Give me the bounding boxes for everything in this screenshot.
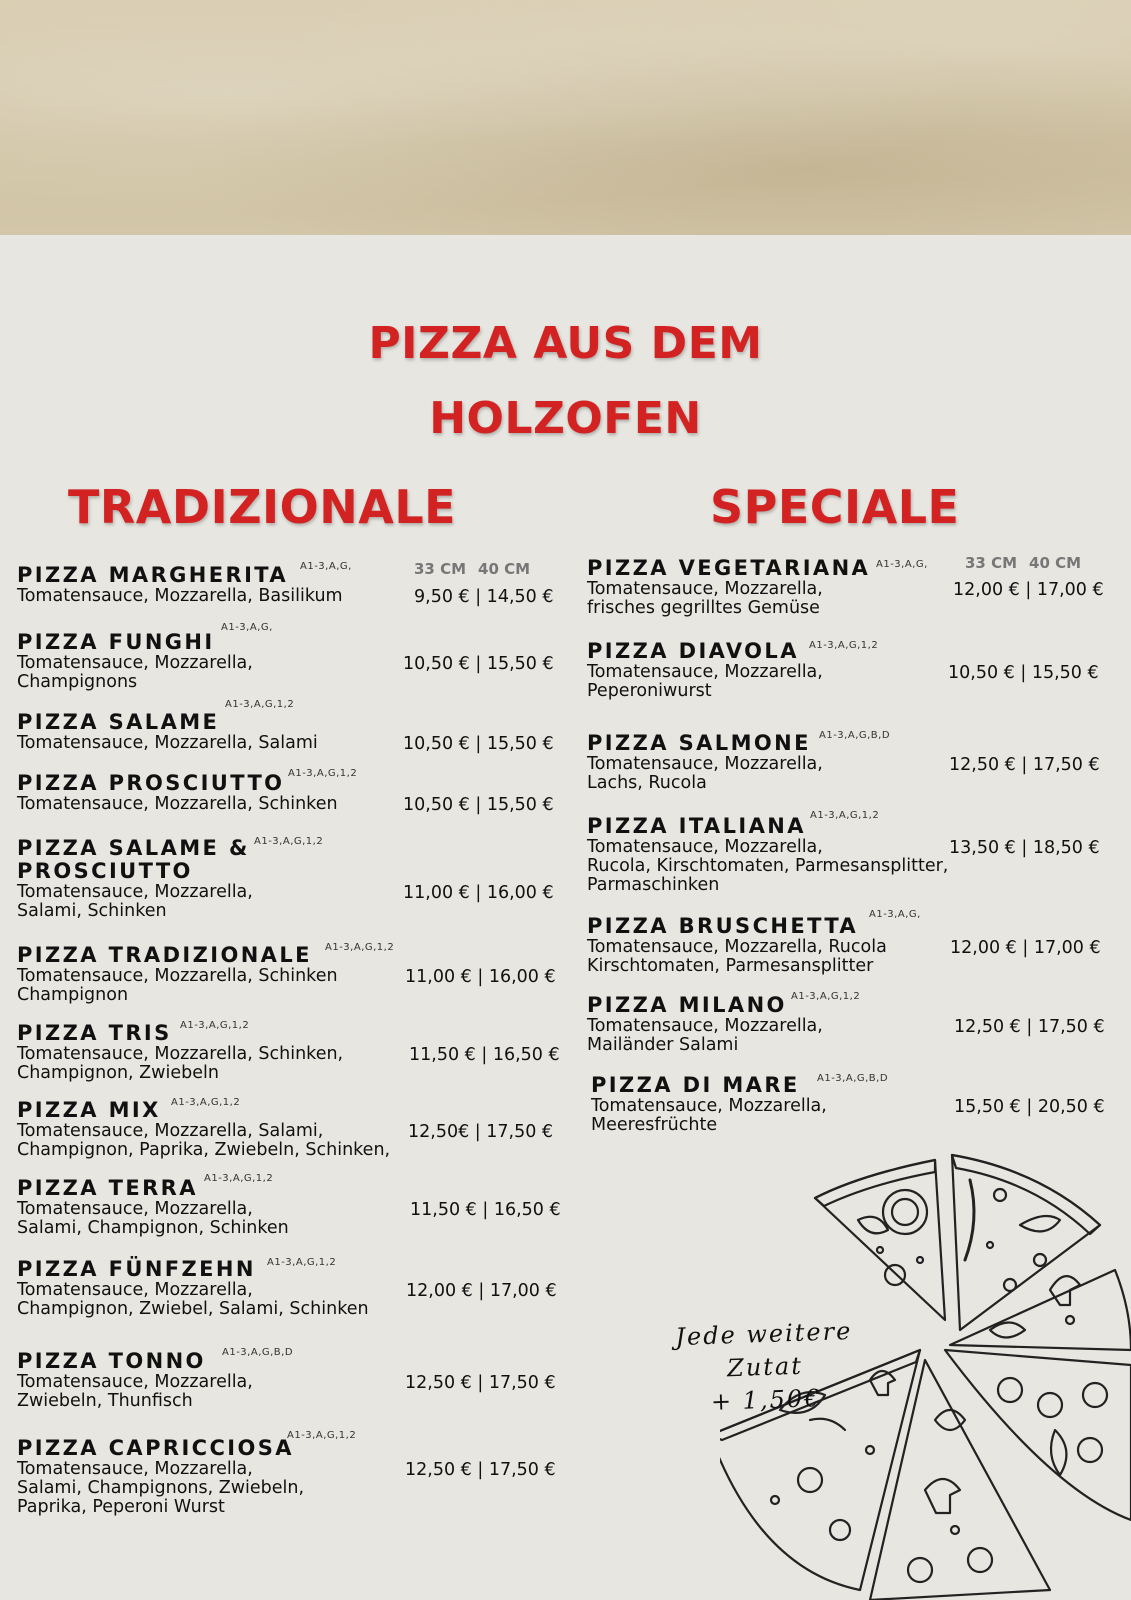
allergen-codes: A1-3,A,G, [876, 559, 928, 570]
item-description-line2: Meeresfrüchte [591, 1115, 718, 1135]
allergen-codes: A1-3,A,G,1,2 [288, 768, 358, 779]
item-description: Tomatensauce, Mozzarella, Schinken [17, 966, 338, 986]
item-description-line2: Champignon, Zwiebeln [17, 1063, 219, 1083]
item-description-line2: Salami, Champignon, Schinken [17, 1218, 289, 1238]
item-price: 12,50€ | 17,50 € [408, 1122, 554, 1142]
size-label-large: 40 CM [1029, 554, 1082, 572]
menu-item-capricciosa [17, 1430, 556, 1517]
allergen-codes: A1-3,A,G,1,2 [791, 991, 861, 1002]
item-price: 12,50 € | 17,50 € [954, 1017, 1105, 1037]
menu-item-tonno [17, 1347, 556, 1411]
item-name: PIZZA MIX A1-3,A,G,1,2 [17, 1099, 161, 1122]
allergen-codes: A1-3,A,G,1,2 [287, 1430, 357, 1441]
item-description: Tomatensauce, Mozzarella, [587, 579, 823, 599]
extra-topping-line1: Jede weitere Zutat [674, 1316, 853, 1383]
item-price: 11,00 € | 16,00 € [405, 967, 556, 987]
menu-item-tradizionale [17, 942, 556, 1005]
item-price: 12,50 € | 17,50 € [405, 1460, 556, 1480]
allergen-codes: A1-3,A,G,B,D [222, 1347, 294, 1358]
item-name: PIZZA SALAME A1-3,A,G,1,2 [17, 711, 219, 734]
item-description: Tomatensauce, Mozzarella, [17, 1280, 253, 1300]
menu-item-milano [587, 991, 1105, 1055]
menu-item-fuenfzehn [17, 1257, 557, 1319]
size-label-small: 33 CM [965, 554, 1018, 572]
allergen-codes: A1-3,A,G, [221, 622, 273, 633]
allergen-codes: A1-3,A,G,1,2 [225, 699, 295, 710]
allergen-codes: A1-3,A,G,B,D [819, 730, 891, 741]
menu-item-bruschetta [587, 909, 1101, 976]
menu-item-salame [17, 699, 554, 754]
item-description: Tomatensauce, Mozzarella, [587, 1016, 823, 1036]
item-description: Tomatensauce, Mozzarella, [17, 1372, 253, 1392]
item-description-line2: Champignons [17, 672, 138, 692]
item-name: PIZZA VEGETARIANA A1-3,A,G, [587, 557, 870, 580]
allergen-codes: A1-3,A,G, [869, 909, 921, 920]
item-description-line3: Paprika, Peperoni Wurst [17, 1497, 225, 1517]
allergen-codes: A1-3,A,G,B,D [817, 1073, 889, 1084]
item-description-line2: Champignon [17, 985, 129, 1005]
allergen-codes: A1-3,A,G,1,2 [180, 1020, 250, 1031]
item-description: Tomatensauce, Mozzarella, Schinken [17, 794, 338, 814]
menu-item-diavola [587, 639, 1099, 701]
menu-item-mix [17, 1097, 554, 1160]
item-description: Tomatensauce, Mozzarella, [17, 882, 253, 902]
item-price: 10,50 € | 15,50 € [403, 734, 554, 754]
item-description-line2: Champignon, Zwiebel, Salami, Schinken [17, 1299, 369, 1319]
item-description: Tomatensauce, Mozzarella, [587, 662, 823, 682]
extra-topping-price: + 1,50€ [710, 1384, 822, 1416]
item-description: Tomatensauce, Mozzarella, Schinken, [17, 1044, 344, 1064]
item-description: Tomatensauce, Mozzarella, Salami, [17, 1121, 324, 1141]
size-label-small: 33 CM [414, 560, 467, 578]
menu-item-terra [17, 1173, 561, 1238]
item-price: 13,50 € | 18,50 € [949, 838, 1100, 858]
item-name: PIZZA BRUSCHETTA A1-3,A,G, [587, 915, 858, 938]
item-name: PIZZA FÜNFZEHN A1-3,A,G,1,2 [17, 1258, 256, 1281]
item-name: PIZZA DI MARE A1-3,A,G,B,D [591, 1074, 800, 1097]
size-header-tradizionale [414, 560, 542, 578]
item-name: PIZZA MARGHERITA A1-3,A,G, [17, 564, 288, 587]
allergen-codes: A1-3,A,G,1,2 [325, 942, 395, 953]
item-price: 12,50 € | 17,50 € [405, 1373, 556, 1393]
allergen-codes: A1-3,A,G,1,2 [809, 640, 879, 651]
item-description-line2: Champignon, Paprika, Zwiebeln, Schinken, [17, 1140, 391, 1160]
item-description-line2: Rucola, Kirschtomaten, Parmesansplitter, [587, 856, 949, 876]
item-price: 12,00 € | 17,00 € [406, 1281, 557, 1301]
item-price: 10,50 € | 15,50 € [403, 795, 554, 815]
item-description-line2: Mailänder Salami [587, 1035, 739, 1055]
menu-item-italiana [587, 810, 1100, 895]
item-description-line2: Kirschtomaten, Parmesansplitter [587, 956, 874, 976]
item-name: PIZZA MILANO A1-3,A,G,1,2 [587, 994, 787, 1017]
item-description: Tomatensauce, Mozzarella, Rucola [587, 937, 887, 957]
item-name: PIZZA TONNO A1-3,A,G,B,D [17, 1350, 206, 1373]
item-description-line2: Peperoniwurst [587, 681, 712, 701]
section-title-tradizionale: TRADIZIONALE [68, 480, 457, 534]
item-price: 10,50 € | 15,50 € [948, 663, 1099, 683]
item-name: PIZZA SALMONE A1-3,A,G,B,D [587, 732, 811, 755]
menu-item-salame-prosciutto [17, 836, 554, 921]
item-description-line2: frisches gegrilltes Gemüse [587, 598, 820, 618]
item-name: PIZZA TRADIZIONALE A1-3,A,G,1,2 [17, 944, 312, 967]
item-price: 11,00 € | 16,00 € [403, 883, 554, 903]
item-name: PIZZA TRIS A1-3,A,G,1,2 [17, 1022, 172, 1045]
menu-item-prosciutto [17, 768, 554, 815]
item-name: PIZZA SALAME & A1-3,A,G,1,2 [17, 837, 250, 860]
item-description-line2: Lachs, Rucola [587, 773, 707, 793]
extra-topping-note [638, 1314, 891, 1422]
item-description: Tomatensauce, Mozzarella, [587, 754, 823, 774]
item-description: Tomatensauce, Mozzarella, Salami [17, 733, 318, 753]
item-price: 9,50 € | 14,50 € [414, 587, 554, 607]
menu-item-di-mare [591, 1073, 1105, 1135]
item-name: PIZZA CAPRICCIOSA A1-3,A,G,1,2 [17, 1437, 294, 1460]
item-description: Tomatensauce, Mozzarella, [587, 837, 823, 857]
item-name-line2: PROSCIUTTO [17, 859, 193, 883]
menu-item-salmone [587, 730, 1100, 793]
allergen-codes: A1-3,A,G, [300, 561, 352, 572]
item-description-line3: Parmaschinken [587, 875, 720, 895]
allergen-codes: A1-3,A,G,1,2 [254, 836, 324, 847]
item-description: Tomatensauce, Mozzarella, [17, 1199, 253, 1219]
item-price: 15,50 € | 20,50 € [954, 1097, 1105, 1117]
item-name: PIZZA FUNGHI A1-3,A,G, [17, 631, 215, 654]
size-header-speciale [965, 554, 1093, 572]
page-title-line1: PIZZA AUS DEM [368, 318, 763, 369]
item-description: Tomatensauce, Mozzarella, [17, 1459, 253, 1479]
section-title-speciale: SPECIALE [710, 480, 960, 534]
menu-item-funghi [17, 622, 554, 692]
top-banner [0, 0, 1131, 235]
item-price: 12,00 € | 17,00 € [950, 938, 1101, 958]
item-price: 12,00 € | 17,00 € [953, 580, 1104, 600]
item-name: PIZZA ITALIANA A1-3,A,G,1,2 [587, 815, 806, 838]
item-description: Tomatensauce, Mozzarella, [591, 1096, 827, 1116]
page-title-line2: HOLZOFEN [429, 393, 702, 444]
size-label-large: 40 CM [478, 560, 531, 578]
allergen-codes: A1-3,A,G,1,2 [204, 1173, 274, 1184]
item-description-line2: Salami, Champignons, Zwiebeln, [17, 1478, 305, 1498]
item-price: 11,50 € | 16,50 € [410, 1200, 561, 1220]
item-description: Tomatensauce, Mozzarella, [17, 653, 253, 673]
item-description: Tomatensauce, Mozzarella, Basilikum [17, 586, 343, 606]
item-price: 10,50 € | 15,50 € [403, 654, 554, 674]
allergen-codes: A1-3,A,G,1,2 [171, 1097, 241, 1108]
menu-item-tris [17, 1020, 560, 1083]
allergen-codes: A1-3,A,G,1,2 [810, 810, 880, 821]
item-name: PIZZA DIAVOLA A1-3,A,G,1,2 [587, 640, 799, 663]
item-price: 12,50 € | 17,50 € [949, 755, 1100, 775]
item-description-line2: Zwiebeln, Thunfisch [17, 1391, 193, 1411]
item-name: PIZZA PROSCIUTTO A1-3,A,G,1,2 [17, 772, 284, 795]
item-description-line2: Salami, Schinken [17, 901, 167, 921]
item-price: 11,50 € | 16,50 € [409, 1045, 560, 1065]
allergen-codes: A1-3,A,G,1,2 [267, 1257, 337, 1268]
item-name: PIZZA TERRA A1-3,A,G,1,2 [17, 1177, 198, 1200]
